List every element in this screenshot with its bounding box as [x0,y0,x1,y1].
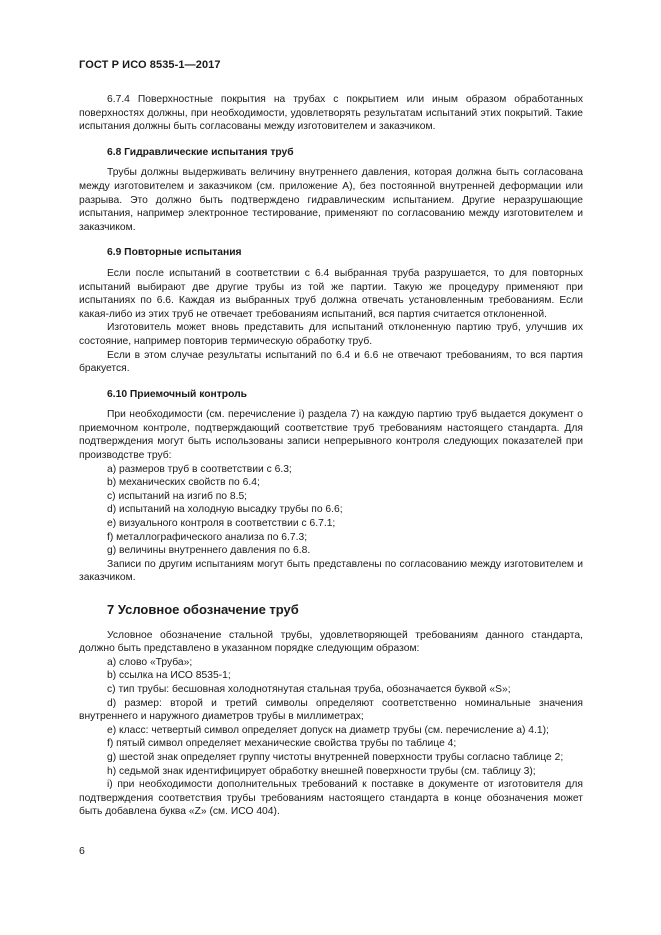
paragraph-6-7-4: 6.7.4 Поверхностные покрытия на трубах с покрытием или иным образом обработанных поверхностях должны, при необходимости, удовлетворять результатам испытаний этих покрытий. Такие испытания должны быть согласованы между изготовителем и заказчиком. [79,94,583,133]
document-body [79,93,583,819]
list-item: f) пятый символ определяет механические свойства трубы по таблице 4; [107,738,457,750]
list-item: c) тип трубы: бесшовная холоднотянутая стальная труба, обозначается буквой «S»; [107,683,511,695]
list-item: g) шестой знак определяет группу чистоты внутренней поверхности трубы согласно таблице 2; [107,751,564,763]
list-item: b) механических свойств по 6.4; [107,477,260,489]
list-item: c) испытаний на изгиб по 8.5; [107,490,248,502]
section-title-7: 7 Условное обозначение труб [107,602,299,617]
list-item: f) металлографического анализа по 6.7.3; [107,531,308,543]
paragraph-6-9-3: Если в этом случае результаты испытаний по 6.4 и 6.6 не отвечают требованиям, то вся партия бракуется. [79,349,583,375]
list-item: a) размеров труб в соответствии с 6.3; [107,463,292,475]
document-header: ГОСТ Р ИСО 8535-1—2017 [79,59,221,71]
paragraph-6-9-1: Если после испытаний в соответствии с 6.4 выбранная труба разрушается, то для повторных испытаний выбирают две другие трубы из той же партии. Такую же процедуру применяют при испытаниях по 6.6. Каждая из выбранных труб должна отвечать установленным требованиям. Если какая-либо из этих труб не отвечает требованиям испытаний, вся партия считается отклоненной. [79,267,583,320]
paragraph-7-1: Условное обозначение стальной трубы, удовлетворяющей требованиям данного стандарта, должно быть представлено в указанном порядке следующим образом: [79,629,583,655]
list-item: i) при необходимости дополнительных требований к поставке в документе от изготовителя для подтверждения соответствия трубы требованиям настоящего стандарта в конце обозначения может быть добавлена буква «Z» (см. ИСО 404). [79,779,583,818]
list-item: e) визуального контроля в соответствии с 6.7.1; [107,518,336,530]
list-item: d) размер: второй и третий символы определяют соответственно номинальные значения внутреннего и наружного диаметров трубы в миллиметрах; [79,697,583,723]
list-item: e) класс: четвертый символ определяет допуск на диаметр трубы (см. перечисление а) 4.1); [107,724,549,736]
section-title-6-10: 6.10 Приемочный контроль [107,388,247,400]
paragraph-6-8: Трубы должны выдерживать величину внутреннего давления, которая должна быть согласована между изготовителем и заказчиком (см. приложение А), без постоянной внутренней деформации или разрыва. Это должно быть подтверждено гидравлическим испытанием. Другие неразрушающие испытания, например электронное тестирование, применяют по согласованию между изготовителем и заказчиком. [79,167,583,233]
paragraph-6-10-1: При необходимости (см. перечисление i) раздела 7) на каждую партию труб выдается документ о приемочном контроле, подтверждающий соответствие труб требованиям настоящего стандарта. Для подтверждения могут быть использованы записи непрерывного контроля следующих показателей при производстве труб: [79,409,583,462]
list-item: b) ссылка на ИСО 8535-1; [107,670,231,682]
paragraph-6-9-2: Изготовитель может вновь представить для испытаний отклоненную партию труб, улучшив их состояние, например повторив термическую обработку труб. [79,322,583,347]
page-number: 6 [79,845,85,857]
section-title-6-8: 6.8 Гидравлические испытания труб [107,146,294,158]
list-item: d) испытаний на холодную высадку трубы по 6.6; [107,504,343,516]
list-item: g) величины внутреннего давления по 6.8. [107,545,311,557]
section-title-6-9: 6.9 Повторные испытания [107,247,242,259]
list-item: h) седьмой знак идентифицирует обработку внешней поверхности трубы (см. таблицу 3); [107,765,536,777]
paragraph-6-10-2: Записи по другим испытаниям могут быть представлены по согласованию между изготовителем и заказчиком. [79,558,583,584]
list-item: a) слово «Труба»; [107,656,193,668]
